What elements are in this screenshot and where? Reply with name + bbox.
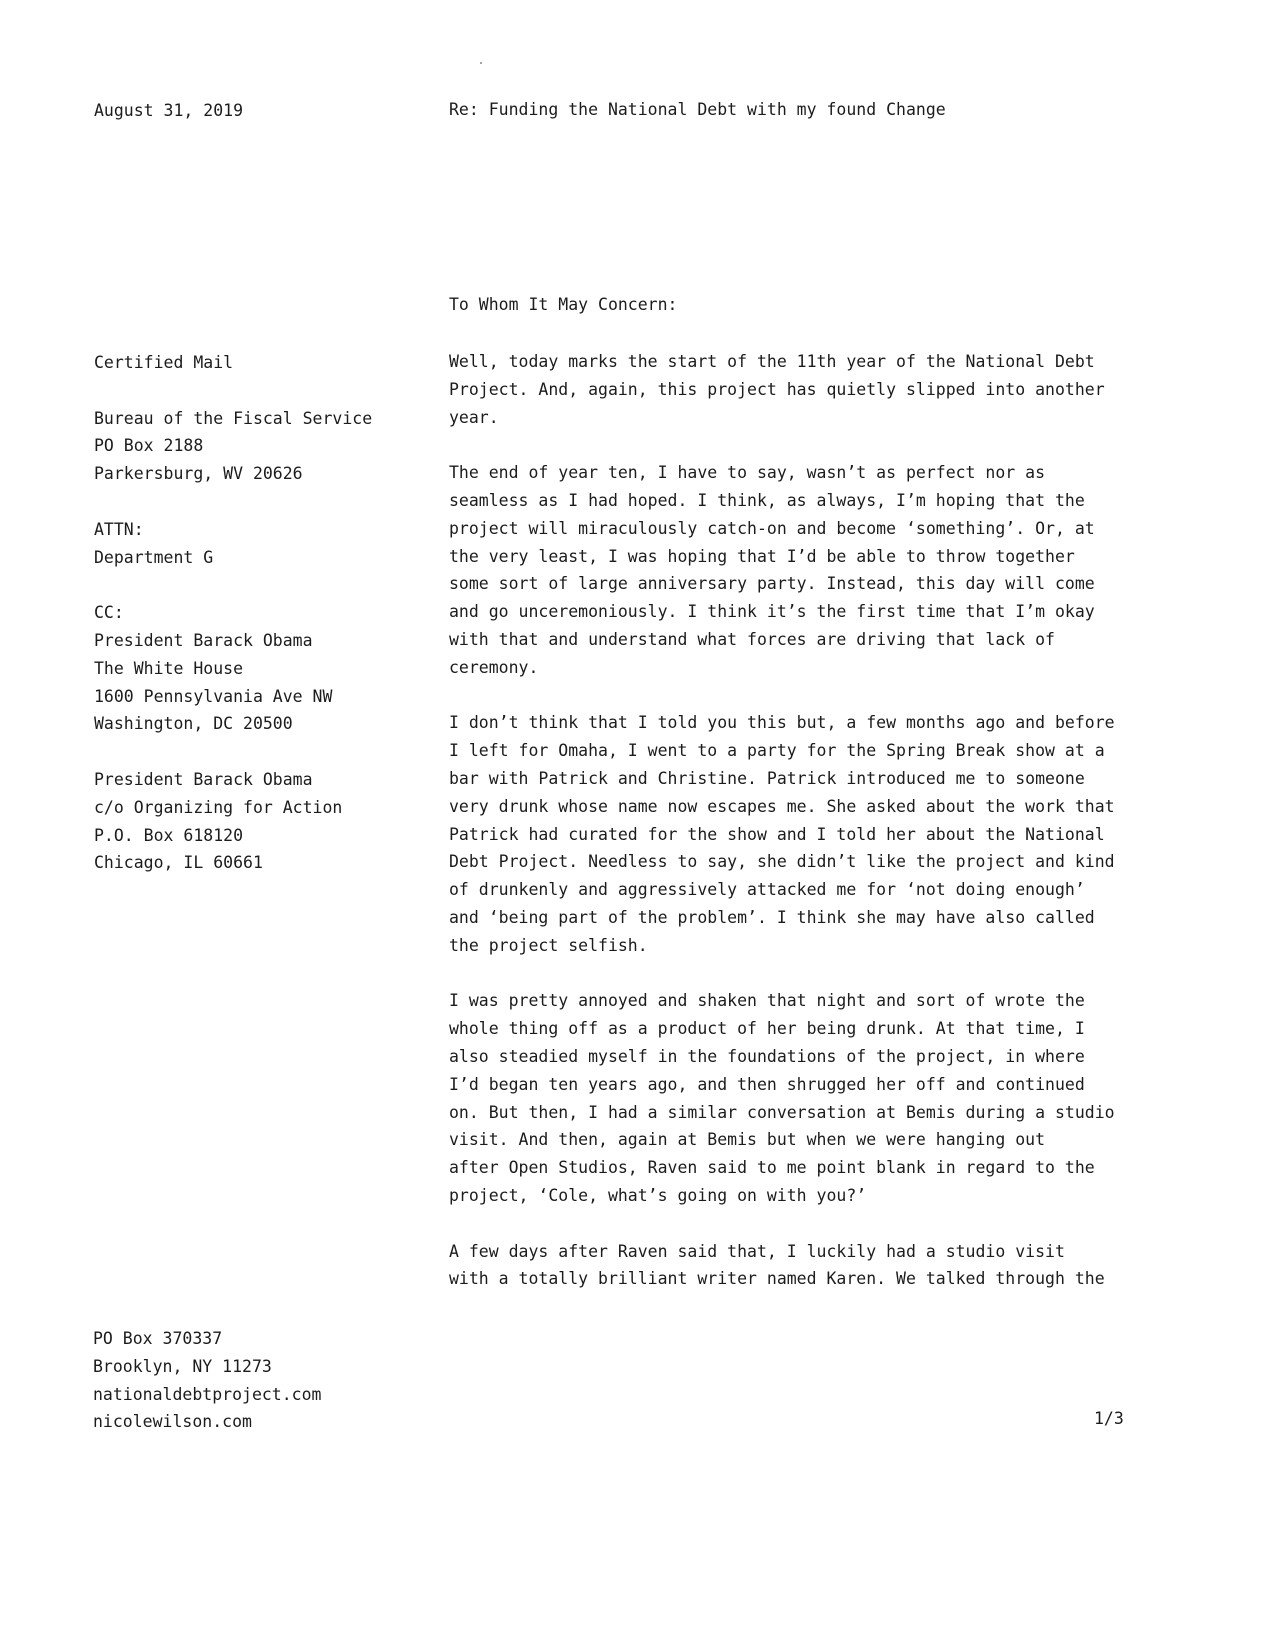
body-line: I left for Omaha, I went to a party for the Spring Break show at a [449, 741, 1105, 761]
page-number: 1/3 [1094, 1409, 1124, 1428]
recipient-line: PO Box 2188 [94, 436, 204, 456]
body-paragraph [449, 348, 1149, 431]
letter-date: August 31, 2019 [94, 101, 244, 120]
body-line: A few days after Raven said that, I luckily had a studio visit [449, 1241, 1065, 1261]
body-line: seamless as I had hoped. I think, as always, I’m hoping that the [449, 490, 1085, 510]
address-column [94, 349, 424, 877]
cc1-line: 1600 Pennsylvania Ave NW [94, 686, 333, 706]
body-line: on. But then, I had a similar conversation at Bemis during a studio [449, 1102, 1115, 1122]
recipient-line: Bureau of the Fiscal Service [94, 408, 373, 428]
body-line: with that and understand what forces are driving that lack of [449, 629, 1055, 649]
recipient-line: Parkersburg, WV 20626 [94, 464, 303, 484]
cc1-line: President Barack Obama [94, 630, 313, 650]
footer-line: Brooklyn, NY 11273 [93, 1356, 272, 1376]
body-line: project, ‘Cole, what’s going on with you?’ [449, 1185, 867, 1205]
body-paragraph [449, 987, 1149, 1209]
body-line: visit. And then, again at Bemis but when we were hanging out [449, 1130, 1046, 1150]
delivery-method: Certified Mail [94, 353, 234, 372]
body-line: with a totally brilliant writer named Karen. We talked through the [449, 1269, 1105, 1289]
footer-line: PO Box 370337 [93, 1329, 223, 1348]
cc1-line: Washington, DC 20500 [94, 714, 293, 734]
cc1-line: The White House [94, 658, 244, 678]
body-line: after Open Studios, Raven said to me point blank in regard to the [449, 1158, 1095, 1178]
attn-label: ATTN: [94, 519, 144, 539]
body-line: and go unceremoniously. I think it’s the first time that I’m okay [449, 602, 1095, 622]
cc2-line: Chicago, IL 60661 [94, 853, 263, 873]
body-line: the very least, I was hoping that I’d be able to throw together [449, 546, 1075, 566]
body-line: and ‘being part of the problem’. I think she may have also called [449, 907, 1095, 927]
footer-address [93, 1325, 321, 1436]
body-paragraph [449, 1238, 1149, 1294]
salutation: To Whom It May Concern: [449, 295, 678, 314]
cc2-line: President Barack Obama [94, 769, 313, 789]
body-line: very drunk whose name now escapes me. She asked about the work that [449, 796, 1115, 816]
attn-department: Department G [94, 547, 214, 567]
cc-label: CC: [94, 603, 124, 623]
body-line: year. [449, 407, 499, 427]
body-line: bar with Patrick and Christine. Patrick introduced me to someone [449, 768, 1085, 788]
body-line: whole thing off as a product of her being drunk. At that time, I [449, 1019, 1085, 1039]
body-line: ceremony. [449, 657, 539, 677]
cc2-line: c/o Organizing for Action [94, 797, 343, 817]
footer-website: nationaldebtproject.com [93, 1384, 322, 1404]
body-line: I was pretty annoyed and shaken that night and sort of wrote the [449, 991, 1085, 1011]
letter-body [449, 348, 1149, 1321]
scan-speck [480, 62, 482, 64]
body-line: Well, today marks the start of the 11th year of the National Debt [449, 352, 1095, 371]
letter-subject: Re: Funding the National Debt with my found Change [449, 100, 946, 119]
body-line: Project. And, again, this project has quietly slipped into another [449, 379, 1105, 399]
body-line: also steadied myself in the foundations of the project, in where [449, 1046, 1085, 1066]
cc2-line: P.O. Box 618120 [94, 825, 244, 845]
body-line: I don’t think that I told you this but, a few months ago and before [449, 713, 1115, 733]
body-line: some sort of large anniversary party. Instead, this day will come [449, 574, 1095, 594]
footer-website: nicolewilson.com [93, 1412, 252, 1432]
body-line: project will miraculously catch-on and become ‘something’. Or, at [449, 518, 1095, 538]
body-line: the project selfish. [449, 935, 648, 955]
body-paragraph [449, 459, 1149, 681]
body-line: Debt Project. Needless to say, she didn’t like the project and kind [449, 852, 1115, 872]
body-paragraph [449, 709, 1149, 959]
body-line: Patrick had curated for the show and I told her about the National [449, 824, 1105, 844]
body-line: I’d began ten years ago, and then shrugged her off and continued [449, 1074, 1085, 1094]
body-line: The end of year ten, I have to say, wasn’t as perfect nor as [449, 463, 1046, 483]
body-line: of drunkenly and aggressively attacked me for ‘not doing enough’ [449, 880, 1085, 900]
